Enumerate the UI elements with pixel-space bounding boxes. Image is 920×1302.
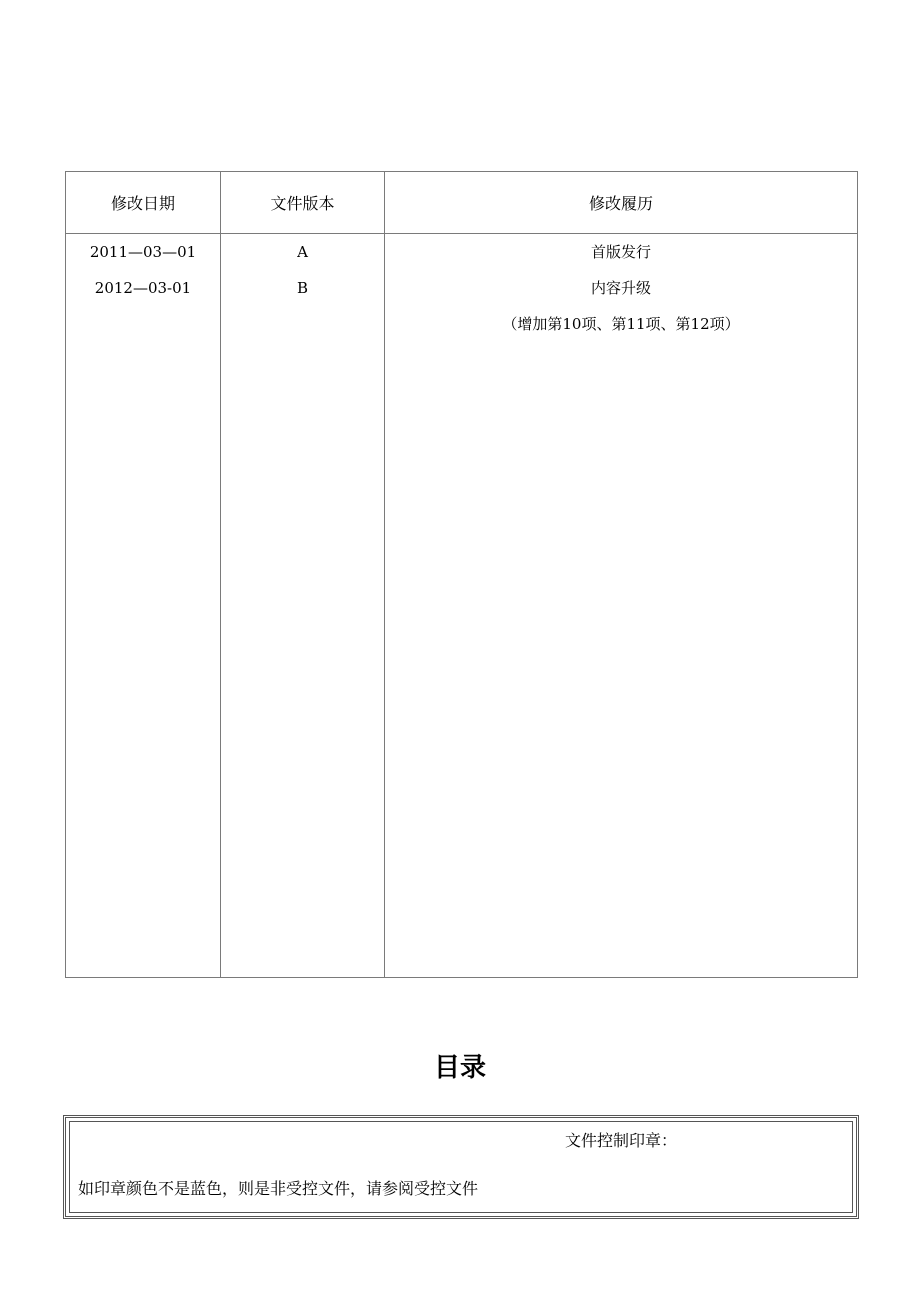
date-column-cell — [66, 234, 221, 978]
history-entry: 内容升级 — [590, 279, 651, 297]
header-revision-history: 修改履历 — [385, 172, 858, 234]
revision-history-table — [65, 171, 858, 978]
history-column-cell — [385, 234, 858, 978]
toc-title: 目录 — [433, 1053, 486, 1083]
header-revision-date: 修改日期 — [66, 172, 221, 234]
table-body-row — [66, 234, 858, 978]
stamp-box-inner-border — [69, 1121, 853, 1213]
date-entry: 2011—03—01 — [89, 243, 197, 261]
version-entry: B — [296, 279, 309, 297]
stamp-note: 如印章颜色不是蓝色，则是非受控文件，请参阅受控文件 — [78, 1179, 479, 1198]
header-file-version: 文件版本 — [221, 172, 385, 234]
version-entry — [221, 310, 384, 346]
document-control-stamp-box — [63, 1115, 859, 1219]
date-entry — [66, 310, 220, 346]
stamp-label: 文件控制印章： — [565, 1131, 678, 1150]
history-entry: 首版发行 — [590, 243, 651, 261]
version-entry: A — [297, 243, 308, 261]
version-column-cell — [221, 234, 385, 978]
table-header-row — [66, 172, 858, 234]
history-entry: （增加第10项、第11项、第12项） — [502, 315, 740, 333]
date-entry: 2012—03-01 — [94, 279, 192, 297]
